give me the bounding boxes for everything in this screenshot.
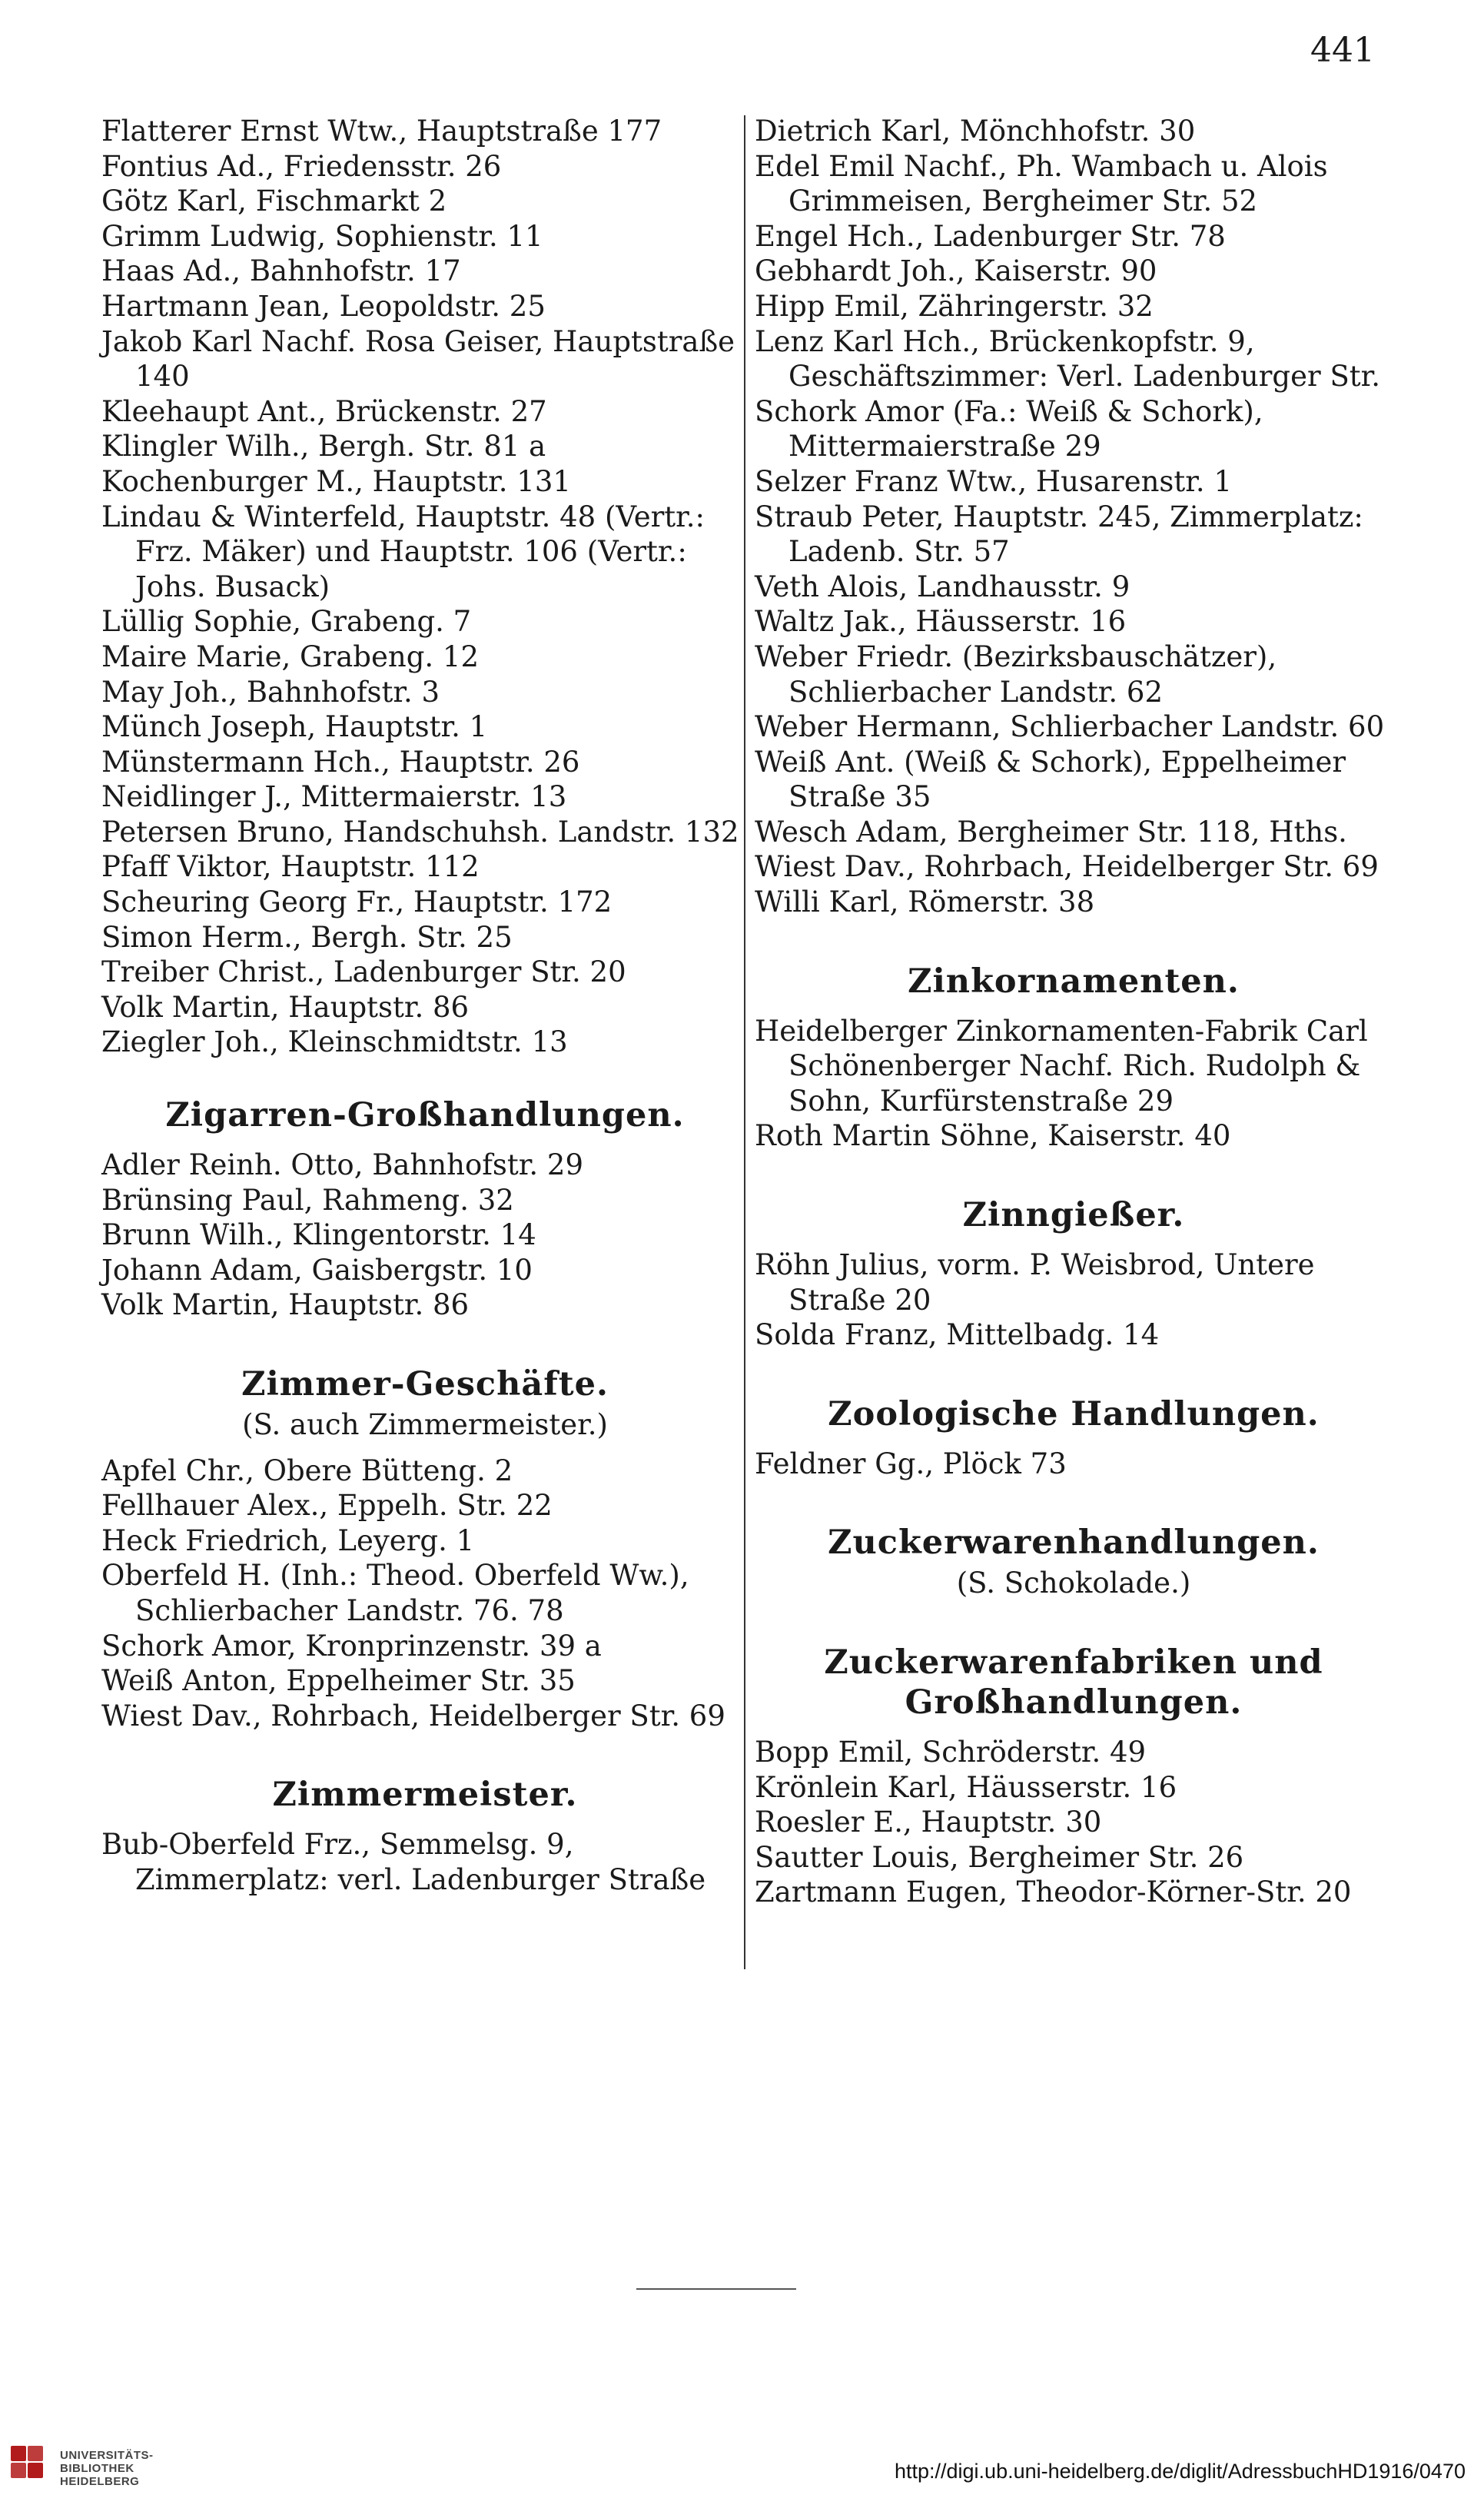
directory-entry: Röhn Julius, vorm. P. Weisbrod, Untere Straße 20 bbox=[755, 1248, 1315, 1317]
directory-entry: Johann Adam, Gaisbergstr. 10 bbox=[101, 1253, 533, 1287]
directory-entry: Bopp Emil, Schröderstr. 49 bbox=[755, 1736, 1147, 1769]
directory-entry: Grimm Ludwig, Sophienstr. 11 bbox=[101, 219, 543, 253]
directory-entry: Scheuring Georg Fr., Hauptstr. 172 bbox=[101, 885, 613, 919]
directory-entry: Wiest Dav., Rohrbach, Heidelberger Str. 69 bbox=[101, 1699, 725, 1733]
section-heading-zoologische: Zoologische Handlungen. bbox=[828, 1394, 1320, 1434]
section-note-zimmer-geschaefte: (S. auch Zimmermeister.) bbox=[242, 1408, 608, 1441]
directory-entry: Weiß Anton, Eppelheimer Str. 35 bbox=[101, 1664, 576, 1698]
directory-entry: Roth Martin Söhne, Kaiserstr. 40 bbox=[755, 1119, 1231, 1153]
right-list-c bbox=[755, 1248, 1393, 1353]
directory-entry: Brunn Wilh., Klingentorstr. 14 bbox=[101, 1218, 536, 1252]
directory-entry: Volk Martin, Hauptstr. 86 bbox=[101, 1288, 470, 1322]
directory-entry: Wesch Adam, Bergheimer Str. 118, Hths. bbox=[755, 815, 1347, 849]
section-heading-zimmermeister: Zimmermeister. bbox=[272, 1776, 578, 1815]
directory-entry: Kleehaupt Ant., Brückenstr. 27 bbox=[101, 394, 547, 428]
left-column bbox=[101, 114, 749, 1898]
right-list-b bbox=[755, 1014, 1393, 1154]
directory-entry: Fontius Ad., Friedensstr. 26 bbox=[101, 149, 502, 183]
directory-entry: Bub-Oberfeld Frz., Semmelsg. 9, Zimmerplatz: verl. Ladenburger Straße bbox=[101, 1828, 706, 1896]
source-url[interactable]: http://digi.ub.uni-heidelberg.de/diglit/AdressbuchHD1916/0470 bbox=[894, 2460, 1466, 2483]
directory-entry: Pfaff Viktor, Hauptstr. 112 bbox=[101, 850, 480, 884]
directory-entry: Feldner Gg., Plöck 73 bbox=[755, 1447, 1067, 1480]
page-number: 441 bbox=[1310, 31, 1375, 70]
directory-entry: Brünsing Paul, Rahmeng. 32 bbox=[101, 1183, 514, 1217]
directory-entry: Klingler Wilh., Bergh. Str. 81 a bbox=[101, 430, 546, 463]
directory-entry: Zartmann Eugen, Theodor-Körner-Str. 20 bbox=[755, 1875, 1352, 1909]
right-column bbox=[755, 114, 1393, 1910]
directory-entry: Solda Franz, Mittelbadg. 14 bbox=[755, 1318, 1160, 1352]
library-logo-icon bbox=[11, 2446, 55, 2490]
left-list-a bbox=[101, 114, 749, 1060]
right-list-d bbox=[755, 1447, 1393, 1482]
directory-entry: Adler Reinh. Otto, Bahnhofstr. 29 bbox=[101, 1148, 584, 1182]
section-heading-zigarren: Zigarren-Großhandlungen. bbox=[165, 1096, 685, 1135]
directory-entry: Engel Hch., Ladenburger Str. 78 bbox=[755, 219, 1226, 253]
left-list-d bbox=[101, 1827, 749, 1897]
directory-entry: Selzer Franz Wtw., Husarenstr. 1 bbox=[755, 464, 1232, 498]
directory-entry: Sautter Louis, Bergheimer Str. 26 bbox=[755, 1840, 1244, 1874]
bottom-rule bbox=[636, 2288, 796, 2290]
directory-entry: Jakob Karl Nachf. Rosa Geiser, Hauptstraße 140 bbox=[101, 324, 735, 394]
library-logo-text: UNIVERSITÄTS- BIBLIOTHEK HEIDELBERG bbox=[60, 2448, 154, 2488]
section-heading-zimmer-geschaefte: Zimmer-Geschäfte. bbox=[241, 1365, 609, 1404]
directory-entry: Münstermann Hch., Hauptstr. 26 bbox=[101, 745, 580, 779]
directory-entry: Hipp Emil, Zähringerstr. 32 bbox=[755, 289, 1154, 323]
directory-entry: Heidelberger Zinkornamenten-Fabrik Carl Schönenberger Nachf. Rich. Rudolph & Sohn, Kurfürstenstraße 29 bbox=[755, 1014, 1368, 1118]
directory-entry: Schork Amor, Kronprinzenstr. 39 a bbox=[101, 1629, 602, 1663]
section-heading-zinngiesser: Zinngießer. bbox=[962, 1196, 1185, 1235]
library-logo[interactable] bbox=[11, 2446, 154, 2490]
section-heading-zuckerwarenfabriken: Zuckerwarenfabriken und Großhandlungen. bbox=[824, 1643, 1323, 1722]
directory-entry: Kochenburger M., Hauptstr. 131 bbox=[101, 464, 571, 498]
directory-entry: Flatterer Ernst Wtw., Hauptstraße 177 bbox=[101, 115, 662, 148]
directory-entry: Fellhauer Alex., Eppelh. Str. 22 bbox=[101, 1489, 553, 1523]
directory-entry: Straub Peter, Hauptstr. 245, Zimmerplatz: Ladenb. Str. 57 bbox=[755, 500, 1363, 569]
directory-entry: Willi Karl, Römerstr. 38 bbox=[755, 885, 1095, 919]
directory-entry: Neidlinger J., Mittermaierstr. 13 bbox=[101, 780, 567, 814]
directory-entry: Petersen Bruno, Handschuhsh. Landstr. 132 bbox=[101, 815, 739, 849]
directory-entry: Weber Friedr. (Bezirksbauschätzer), Schlierbacher Landstr. 62 bbox=[755, 640, 1277, 709]
directory-entry: Gebhardt Joh., Kaiserstr. 90 bbox=[755, 254, 1157, 288]
directory-entry: Roesler E., Hauptstr. 30 bbox=[755, 1806, 1102, 1839]
directory-entry: Krönlein Karl, Häusserstr. 16 bbox=[755, 1770, 1177, 1804]
directory-entry: Wiest Dav., Rohrbach, Heidelberger Str. 69 bbox=[755, 850, 1379, 884]
directory-entry: Maire Marie, Grabeng. 12 bbox=[101, 640, 480, 673]
directory-entry: Heck Friedrich, Leyerg. 1 bbox=[101, 1523, 475, 1557]
directory-entry: Haas Ad., Bahnhofstr. 17 bbox=[101, 254, 461, 288]
directory-entry: May Joh., Bahnhofstr. 3 bbox=[101, 675, 440, 709]
section-note-zuckerwarenhandlungen: (S. Schokolade.) bbox=[956, 1566, 1191, 1600]
directory-entry: Götz Karl, Fischmarkt 2 bbox=[101, 184, 447, 218]
directory-entry: Veth Alois, Landhausstr. 9 bbox=[755, 570, 1130, 603]
directory-entry: Weiß Ant. (Weiß & Schork), Eppelheimer Straße 35 bbox=[755, 745, 1346, 814]
right-list-a bbox=[755, 114, 1393, 920]
directory-entry: Weber Hermann, Schlierbacher Landstr. 60 bbox=[755, 710, 1385, 744]
left-list-c bbox=[101, 1453, 749, 1734]
left-list-b bbox=[101, 1148, 749, 1323]
directory-entry: Lindau & Winterfeld, Hauptstr. 48 (Vertr.: Frz. Mäker) und Hauptstr. 106 (Vertr.: Johs. Busack) bbox=[101, 500, 705, 603]
right-list-f bbox=[755, 1735, 1393, 1910]
directory-entry: Hartmann Jean, Leopoldstr. 25 bbox=[101, 289, 546, 323]
directory-entry: Ziegler Joh., Kleinschmidtstr. 13 bbox=[101, 1025, 568, 1059]
section-heading-zinkornamenten: Zinkornamenten. bbox=[908, 962, 1240, 1001]
directory-entry: Schork Amor (Fa.: Weiß & Schork), Mittermaierstraße 29 bbox=[755, 394, 1263, 463]
directory-entry: Apfel Chr., Obere Bütteng. 2 bbox=[101, 1453, 513, 1487]
directory-entry: Lenz Karl Hch., Brückenkopfstr. 9, Geschäftszimmer: Verl. Ladenburger Str. bbox=[755, 324, 1381, 394]
directory-entry: Waltz Jak., Häusserstr. 16 bbox=[755, 605, 1127, 639]
footer-bar bbox=[0, 2443, 1484, 2495]
directory-entry: Lüllig Sophie, Grabeng. 7 bbox=[101, 605, 472, 639]
directory-entry: Edel Emil Nachf., Ph. Wambach u. Alois Grimmeisen, Bergheimer Str. 52 bbox=[755, 149, 1328, 218]
section-heading-zuckerwarenhandlungen: Zuckerwarenhandlungen. bbox=[828, 1523, 1320, 1563]
directory-entry: Treiber Christ., Ladenburger Str. 20 bbox=[101, 955, 626, 989]
directory-entry: Oberfeld H. (Inh.: Theod. Oberfeld Ww.), Schlierbacher Landstr. 76. 78 bbox=[101, 1559, 689, 1627]
directory-entry: Volk Martin, Hauptstr. 86 bbox=[101, 990, 470, 1024]
directory-entry: Dietrich Karl, Mönchhofstr. 30 bbox=[755, 115, 1196, 148]
directory-entry: Münch Joseph, Hauptstr. 1 bbox=[101, 710, 488, 744]
directory-entry: Simon Herm., Bergh. Str. 25 bbox=[101, 920, 513, 954]
